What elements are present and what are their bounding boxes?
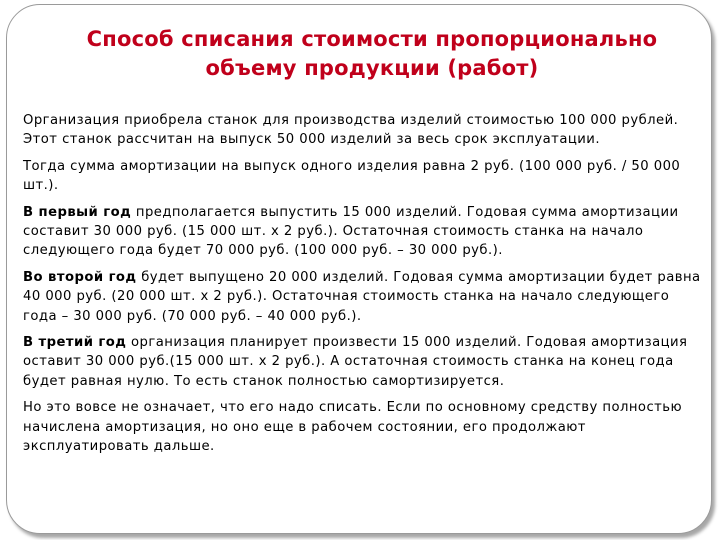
paragraph-6 <box>23 398 703 456</box>
paragraph-3-text: предполагается выпустить 15 000 изделий. Годовая сумма амортизации составит 30 000 руб. (15 000 шт. х 2 руб.). Остаточная стоимость станка на начало следующего года будет 70 000 руб. (100 000 руб. – 30 000 руб.). <box>23 204 679 259</box>
slide-body <box>23 111 703 464</box>
paragraph-1-text: Организация приобрела станок для производства изделий стоимостью 100 000 рублей. Этот станок рассчитан на выпуск 50 000 изделий за весь срок эксплуатации. <box>23 113 679 148</box>
paragraph-2-text: Тогда сумма амортизации на выпуск одного изделия равна 2 руб. (100 000 руб. / 50 000 шт.). <box>23 158 681 194</box>
paragraph-1 <box>23 111 703 150</box>
paragraph-5-lead: В третий год <box>23 335 127 351</box>
paragraph-3 <box>23 203 703 261</box>
paragraph-4-text: будет выпущено 20 000 изделий. Годовая сумма амортизации будет равна 40 000 руб. (20 000 шт. х 2 руб.). Остаточная стоимость станка на начало следующего года – 30 000 руб. (70 000 руб. – 40 000 руб.). <box>23 269 701 324</box>
paragraph-5 <box>23 333 703 391</box>
paragraph-4 <box>23 268 703 326</box>
paragraph-5-text: организация планирует произвести 15 000 изделий. Годовая амортизация оставит 30 000 руб.(15 000 шт. х 2 руб.). А остаточная стоимость станка на конец года будет равная нулю. То есть станок полностью самортизируется. <box>23 335 688 389</box>
paragraph-6-text: Но это вовсе не означает, что его надо списать. Если по основному средству полностью начислена амортизация, но оно еще в рабочем состоянии, его продолжают эксплуатировать дальше. <box>23 400 683 455</box>
slide-frame <box>6 4 712 534</box>
paragraph-3-lead: В первый год <box>23 204 132 220</box>
slide-title: Способ списания стоимости пропорционально объему продукции (работ) <box>86 27 658 80</box>
paragraph-2 <box>23 157 703 196</box>
paragraph-4-lead: Во второй год <box>23 269 137 285</box>
